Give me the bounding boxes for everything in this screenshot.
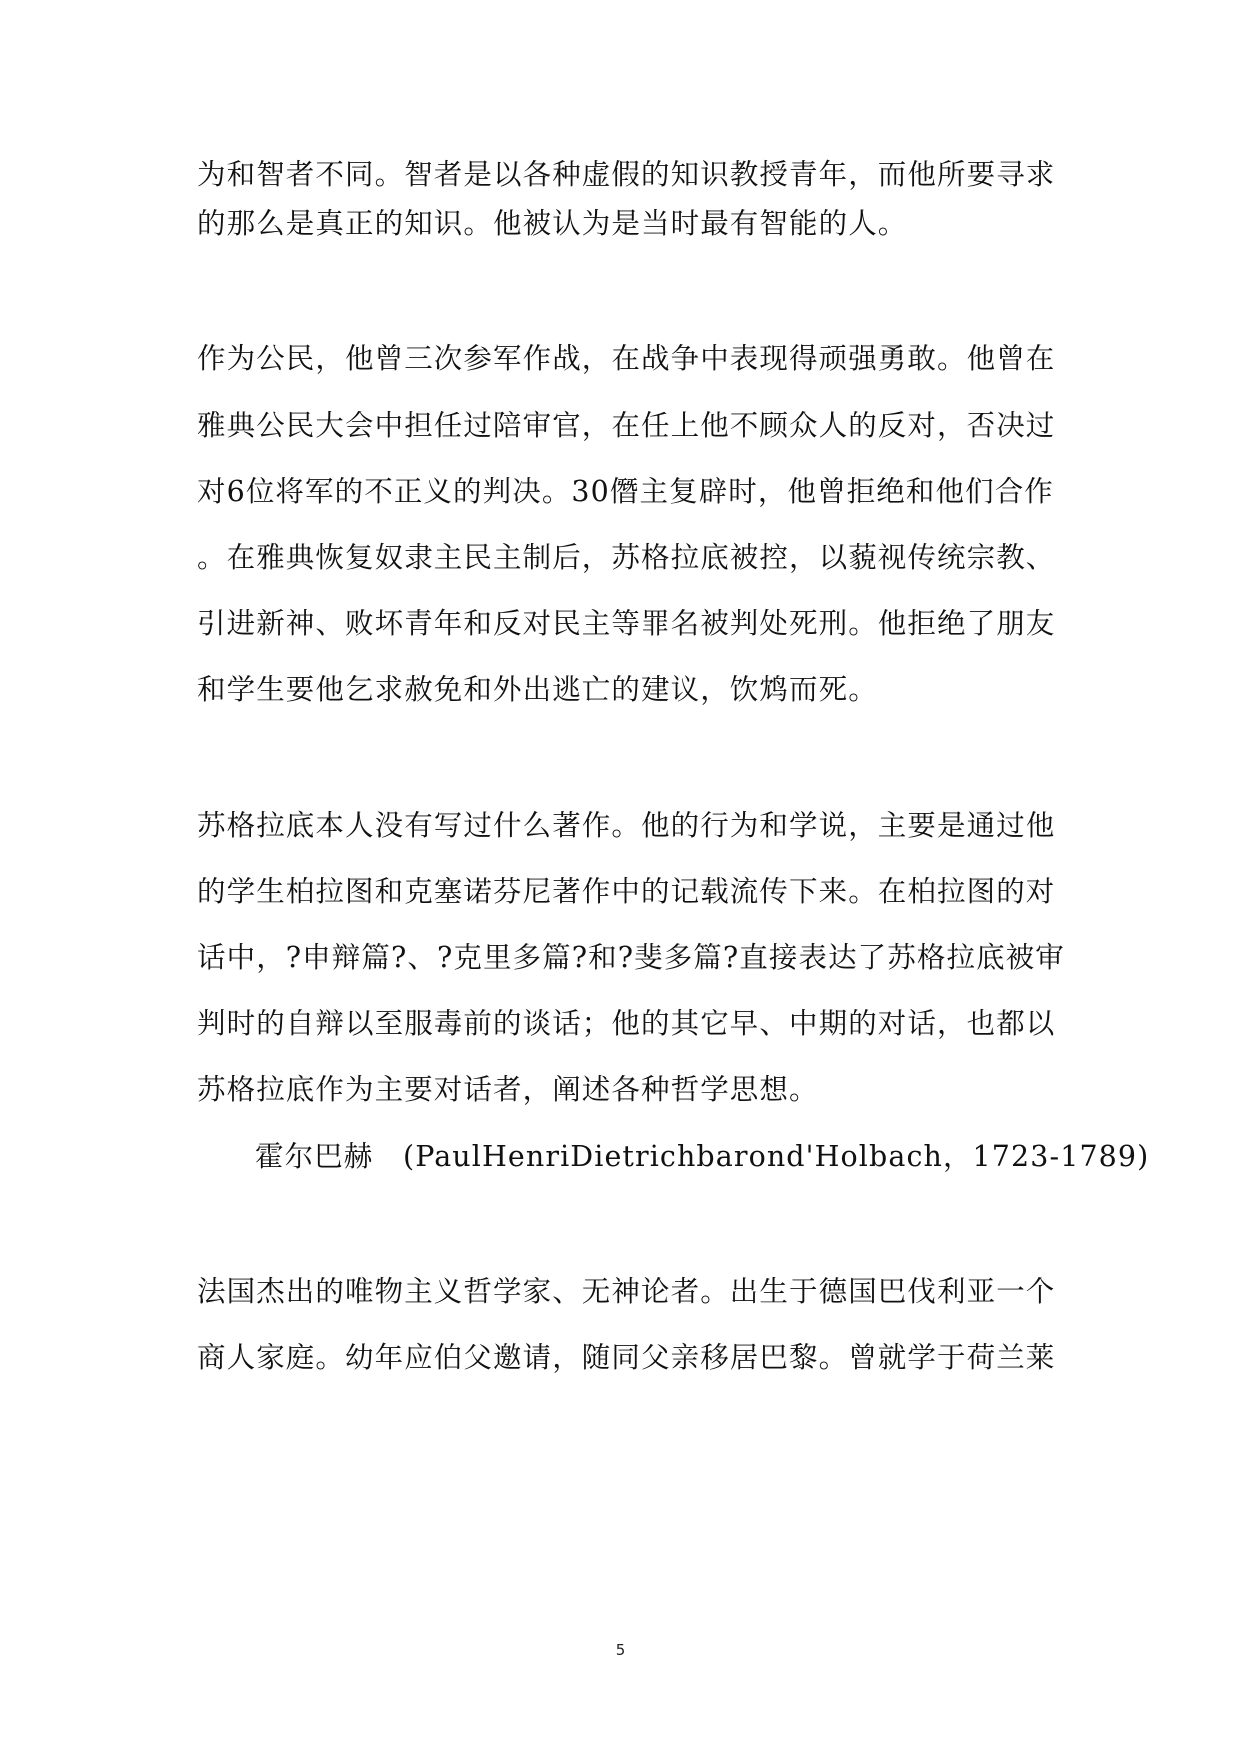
page-number: 5	[615, 1641, 626, 1659]
text-line: 法国杰出的唯物主义哲学家、无神论者。出生于德国巴伐利亚一个	[197, 1275, 1056, 1308]
text-line: 苏格拉底作为主要对话者，阐述各种哲学思想。	[197, 1073, 819, 1106]
text-line: 苏格拉底本人没有写过什么著作。他的行为和学说，主要是通过他	[197, 809, 1056, 842]
text-line: 和学生要他乞求赦免和外出逃亡的建议，饮鸩而死。	[197, 673, 878, 706]
text-line: 话中，?申辩篇?、?克里多篇?和?斐多篇?直接表达了苏格拉底被审	[197, 941, 1065, 974]
text-line: 的学生柏拉图和克塞诺芬尼著作中的记载流传下来。在柏拉图的对	[197, 875, 1056, 908]
text-line: 商人家庭。幼年应伯父邀请，随同父亲移居巴黎。曾就学于荷兰莱	[197, 1341, 1056, 1374]
text-line: 作为公民，他曾三次参军作战，在战争中表现得顽强勇敢。他曾在	[197, 342, 1056, 375]
text-line: 为和智者不同。智者是以各种虚假的知识教授青年，而他所要寻求	[197, 158, 1056, 191]
text-line: 对6位将军的不正义的判决。30僭主复辟时，他曾拒绝和他们合作	[197, 475, 1054, 508]
section-heading: 霍尔巴赫 (PaulHenriDietrichbarond'Holbach，1723-1789)	[255, 1140, 1150, 1173]
text-line: 的那么是真正的知识。他被认为是当时最有智能的人。	[197, 207, 908, 240]
text-line: 引进新神、败坏青年和反对民主等罪名被判处死刑。他拒绝了朋友	[197, 607, 1056, 640]
text-line: 雅典公民大会中担任过陪审官，在任上他不顾众人的反对，否决过	[197, 409, 1056, 442]
text-line: 判时的自辩以至服毒前的谈话；他的其它早、中期的对话，也都以	[197, 1007, 1056, 1040]
text-line: 。在雅典恢复奴隶主民主制后，苏格拉底被控，以藐视传统宗教、	[197, 541, 1056, 574]
